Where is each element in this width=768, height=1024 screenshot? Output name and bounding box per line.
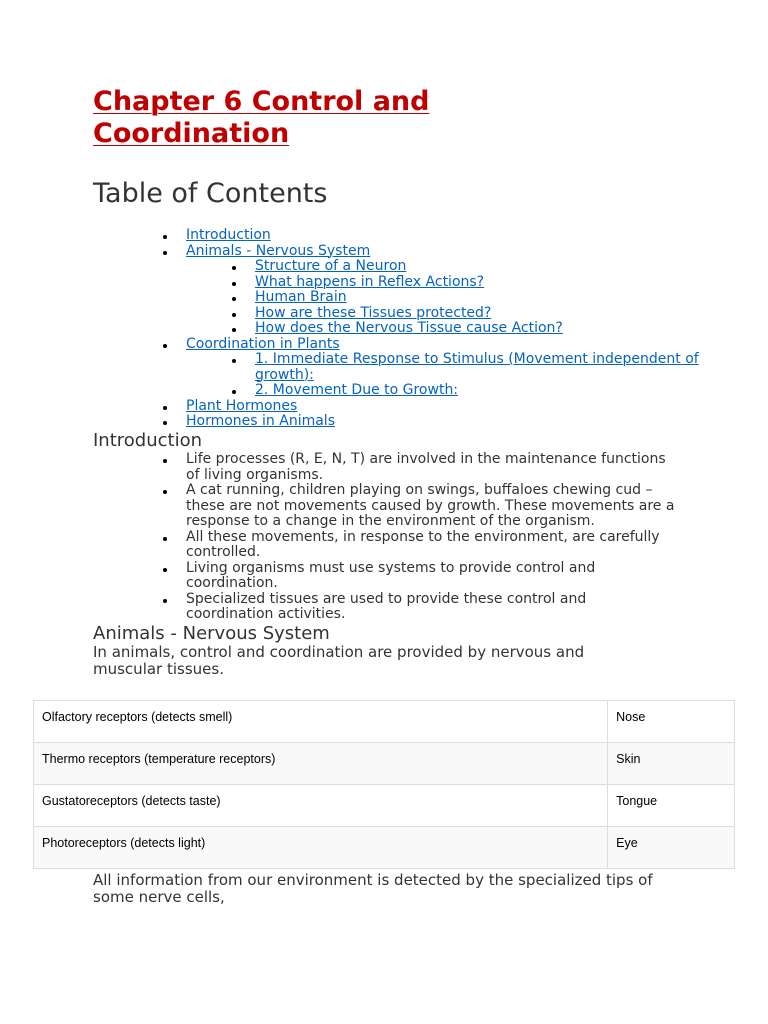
- introduction-heading: Introduction: [93, 430, 203, 451]
- toc-item-hormones-in-animals[interactable]: [186, 414, 706, 430]
- toc-plants-subsection: [186, 352, 706, 399]
- toc-subitem-protection[interactable]: [255, 306, 706, 322]
- organ-cell: Skin: [608, 743, 735, 785]
- toc-item-plant-hormones[interactable]: [186, 399, 706, 415]
- receptor-cell: Gustatoreceptors (detects taste): [34, 785, 608, 827]
- toc-link-coordination-in-plants[interactable]: Coordination in Plants: [186, 335, 340, 352]
- toc-link-plant-hormones[interactable]: Plant Hormones: [186, 397, 298, 414]
- toc-link-tissues-protected[interactable]: How are these Tissues protected?: [255, 304, 492, 321]
- animals-intro-paragraph: In animals, control and coordination are provided by nervous and muscular tissues.: [93, 643, 585, 678]
- receptor-table: [33, 700, 735, 869]
- toc-animals-sublist: [255, 259, 706, 337]
- receptor-cell: Photoreceptors (detects light): [34, 827, 608, 869]
- closing-paragraph: All information from our environment is detected by the specialized tips of some nerve cells,: [93, 871, 653, 906]
- toc-animals-subsection: [186, 259, 706, 337]
- toc-heading: Table of Contents: [93, 178, 328, 209]
- toc-subitem-action[interactable]: [255, 321, 706, 337]
- toc-link-animals-nervous-system[interactable]: Animals - Nervous System: [186, 242, 371, 259]
- toc-link-introduction[interactable]: Introduction: [186, 227, 271, 243]
- receptor-cell: Thermo receptors (temperature receptors): [34, 743, 608, 785]
- table-row: [34, 701, 735, 743]
- table-row: [34, 743, 735, 785]
- toc-link-hormones-in-animals[interactable]: Hormones in Animals: [186, 413, 335, 429]
- list-item: Living organisms must use systems to provide control and coordination.: [186, 561, 678, 592]
- receptor-cell: Olfactory receptors (detects smell): [34, 701, 608, 743]
- toc-subitem-reflex[interactable]: [255, 275, 706, 291]
- toc-link-structure-of-neuron[interactable]: Structure of a Neuron: [255, 258, 407, 274]
- toc-link-human-brain[interactable]: Human Brain: [255, 289, 347, 305]
- table-row: [34, 827, 735, 869]
- toc-plants-sublist: [255, 352, 706, 399]
- organ-cell: Eye: [608, 827, 735, 869]
- list-item: All these movements, in response to the environment, are carefully controlled.: [186, 530, 678, 561]
- toc-item-introduction[interactable]: [186, 228, 706, 244]
- toc-link-nervous-tissue-action[interactable]: How does the Nervous Tissue cause Action?: [255, 320, 563, 336]
- list-item: Life processes (R, E, N, T) are involved in the maintenance functions of living organisms.: [186, 452, 678, 483]
- chapter-title[interactable]: Chapter 6 Control and Coordination: [93, 86, 430, 149]
- toc-subitem-neuron[interactable]: [255, 259, 706, 275]
- toc-link-immediate-response[interactable]: 1. Immediate Response to Stimulus (Movement independent of growth):: [255, 351, 699, 383]
- toc-subitem-immediate-response[interactable]: [255, 352, 706, 383]
- toc-link-reflex-actions[interactable]: What happens in Reflex Actions?: [255, 273, 485, 290]
- list-item: Specialized tissues are used to provide these control and coordination activities.: [186, 592, 678, 623]
- toc-item-coordination-in-plants[interactable]: [186, 337, 706, 353]
- animals-nervous-system-heading: Animals - Nervous System: [93, 623, 330, 644]
- list-item: A cat running, children playing on swings, buffaloes chewing cud – these are not movements caused by growth. These movements are a response to a change in the environment of the organism.: [186, 483, 678, 530]
- introduction-list: [186, 452, 678, 623]
- organ-cell: Nose: [608, 701, 735, 743]
- table-row: [34, 785, 735, 827]
- organ-cell: Tongue: [608, 785, 735, 827]
- toc-subitem-brain[interactable]: [255, 290, 706, 306]
- toc-link-movement-growth[interactable]: 2. Movement Due to Growth:: [255, 382, 459, 398]
- toc-subitem-growth-movement[interactable]: [255, 383, 706, 399]
- toc-item-animals-nervous-system[interactable]: [186, 244, 706, 260]
- table-of-contents: [186, 228, 706, 430]
